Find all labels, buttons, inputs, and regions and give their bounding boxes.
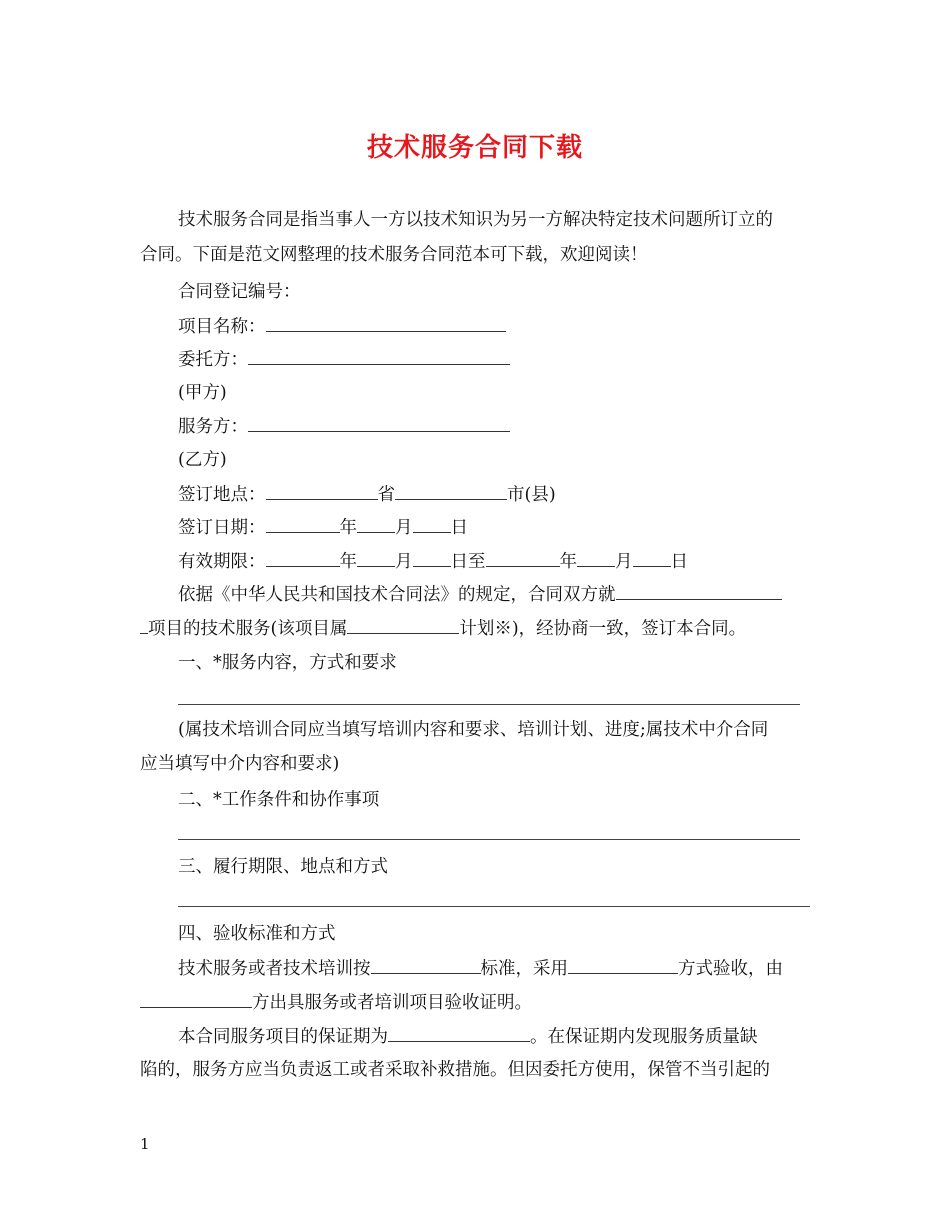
validity-end-month-blank	[577, 549, 615, 567]
client-field	[178, 347, 510, 372]
issuer-blank	[140, 990, 252, 1008]
sign-day-blank	[413, 515, 451, 533]
basis-line-2	[140, 616, 746, 641]
validity-end-year-blank	[486, 549, 560, 567]
standard-blank	[371, 956, 481, 974]
validity-end-day-blank	[633, 549, 671, 567]
sign-place-field	[178, 482, 556, 507]
project-name-field	[178, 314, 506, 339]
day-label: 日	[670, 552, 688, 572]
section-1-fill-line	[178, 704, 800, 705]
acceptance-text-1b: 标准，采用	[480, 959, 568, 979]
validity-year-blank	[266, 549, 340, 567]
validity-field	[178, 549, 688, 574]
warranty-period-blank	[388, 1024, 530, 1042]
sign-date-label: 签订日期：	[178, 518, 266, 538]
month-label: 月	[395, 518, 413, 538]
note-1-line-2: 应当填写中介内容和要求)	[140, 754, 340, 774]
day-label: 日	[450, 518, 468, 538]
method-blank	[568, 956, 678, 974]
year-label: 年	[339, 518, 357, 538]
provider-field	[178, 414, 510, 439]
registration-number-label: 合同登记编号：	[178, 282, 301, 302]
project-name-blank	[266, 314, 506, 332]
month-label: 月	[615, 552, 633, 572]
province-label: 省	[377, 485, 395, 505]
acceptance-line-1	[178, 956, 783, 981]
section-4-heading: 四、验收标准和方式	[178, 924, 336, 944]
basis-text-2b: 计划※)，经协商一致，签订本合同。	[459, 619, 747, 639]
acceptance-text-1c: 方式验收，由	[678, 959, 783, 979]
party-b-label: (乙方)	[178, 450, 227, 470]
provider-blank	[248, 414, 510, 432]
year-label: 年	[339, 552, 357, 572]
document-title: 技术服务合同下载	[366, 133, 583, 163]
warranty-line-2: 陷的，服务方应当负责返工或者采取补救措施。但因委托方使用，保管不当引起的	[140, 1060, 770, 1080]
section-2-heading: 二、*工作条件和协作事项	[178, 790, 380, 810]
project-subject-blank-cont	[140, 616, 148, 634]
province-blank	[266, 482, 378, 500]
acceptance-text-2: 方出具服务或者培训项目验收证明。	[252, 993, 532, 1013]
year-label: 年	[559, 552, 577, 572]
client-blank	[248, 347, 510, 365]
section-3-heading: 三、履行期限、地点和方式	[178, 857, 388, 877]
project-subject-blank	[616, 582, 782, 600]
city-blank	[395, 482, 507, 500]
day-to-label: 日至	[450, 552, 486, 572]
note-1-line-1: (属技术培训合同应当填写培训内容和要求、培训计划、进度;属技术中介合同	[178, 720, 769, 740]
month-label: 月	[395, 552, 413, 572]
validity-month-blank	[357, 549, 395, 567]
section-2-fill-line	[178, 839, 800, 840]
validity-label: 有效期限：	[178, 552, 266, 572]
page-number: 1	[140, 1135, 150, 1153]
plan-blank	[347, 616, 459, 634]
warranty-text-1a: 本合同服务项目的保证期为	[178, 1027, 388, 1047]
sign-date-field	[178, 515, 468, 540]
intro-line-1: 技术服务合同是指当事人一方以技术知识为另一方解决特定技术问题所订立的	[178, 210, 773, 230]
acceptance-text-1a: 技术服务或者技术培训按	[178, 959, 371, 979]
sign-month-blank	[357, 515, 395, 533]
provider-label: 服务方：	[178, 417, 248, 437]
warranty-text-1b: 。在保证期内发现服务质量缺	[530, 1027, 758, 1047]
section-1-heading: 一、*服务内容，方式和要求	[178, 653, 397, 673]
city-label: 市(县)	[507, 485, 556, 505]
project-name-label: 项目名称：	[178, 317, 266, 337]
party-a-label: (甲方)	[178, 383, 227, 403]
client-label: 委托方：	[178, 350, 248, 370]
validity-day-blank	[413, 549, 451, 567]
intro-line-2: 合同。下面是范文网整理的技术服务合同范本可下载，欢迎阅读！	[140, 245, 648, 265]
basis-text-1: 依据《中华人民共和国技术合同法》的规定，合同双方就	[178, 585, 616, 605]
basis-text-2a: 项目的技术服务(该项目属	[148, 619, 348, 639]
acceptance-line-2	[140, 990, 532, 1015]
basis-line-1	[178, 582, 782, 607]
sign-place-label: 签订地点：	[178, 485, 266, 505]
sign-year-blank	[266, 515, 340, 533]
section-3-fill-line	[178, 906, 810, 907]
warranty-line-1	[178, 1024, 758, 1049]
